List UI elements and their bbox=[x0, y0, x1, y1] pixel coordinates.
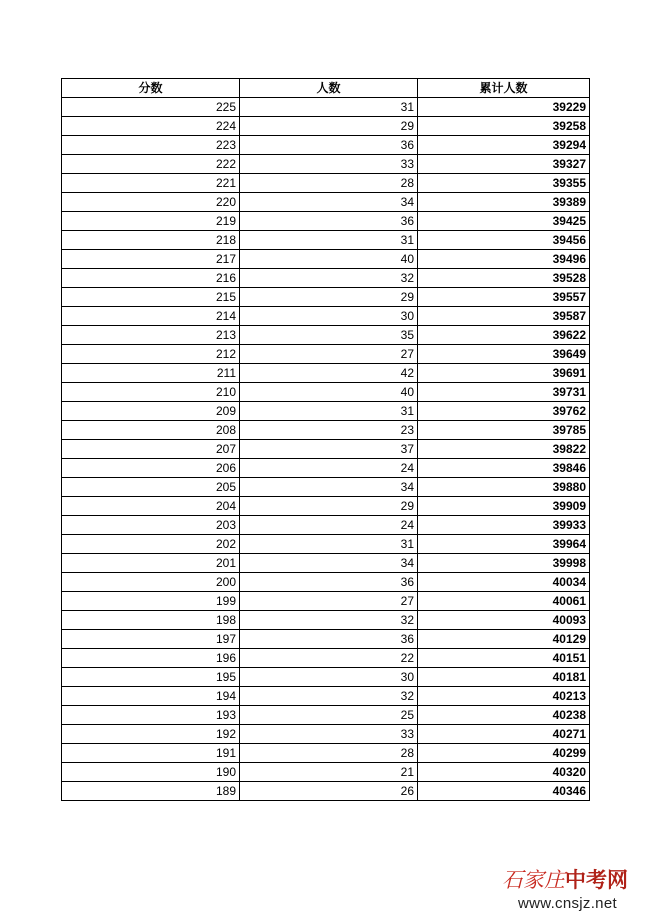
cell-count: 31 bbox=[240, 231, 418, 250]
cell-cumulative: 39822 bbox=[418, 440, 590, 459]
cell-count: 36 bbox=[240, 136, 418, 155]
cell-count: 29 bbox=[240, 117, 418, 136]
cell-count: 33 bbox=[240, 155, 418, 174]
cell-cumulative: 39587 bbox=[418, 307, 590, 326]
cell-count: 40 bbox=[240, 250, 418, 269]
cell-score: 211 bbox=[62, 364, 240, 383]
table-row bbox=[62, 326, 590, 345]
cell-cumulative: 39456 bbox=[418, 231, 590, 250]
cell-cumulative: 40034 bbox=[418, 573, 590, 592]
cell-score: 208 bbox=[62, 421, 240, 440]
cell-count: 27 bbox=[240, 592, 418, 611]
cell-count: 36 bbox=[240, 573, 418, 592]
table-row bbox=[62, 630, 590, 649]
table-row bbox=[62, 307, 590, 326]
cell-cumulative: 40181 bbox=[418, 668, 590, 687]
cell-count: 23 bbox=[240, 421, 418, 440]
cell-score: 199 bbox=[62, 592, 240, 611]
table-row bbox=[62, 478, 590, 497]
table-row bbox=[62, 231, 590, 250]
cell-count: 21 bbox=[240, 763, 418, 782]
cell-score: 202 bbox=[62, 535, 240, 554]
cell-score: 215 bbox=[62, 288, 240, 307]
cell-score: 189 bbox=[62, 782, 240, 801]
cell-count: 30 bbox=[240, 668, 418, 687]
table-row bbox=[62, 535, 590, 554]
cell-cumulative: 40213 bbox=[418, 687, 590, 706]
cell-count: 33 bbox=[240, 725, 418, 744]
cell-score: 218 bbox=[62, 231, 240, 250]
table-row bbox=[62, 402, 590, 421]
header-score: 分数 bbox=[62, 79, 240, 98]
cell-count: 22 bbox=[240, 649, 418, 668]
cell-cumulative: 39557 bbox=[418, 288, 590, 307]
header-row bbox=[62, 79, 590, 98]
header-count: 人数 bbox=[240, 79, 418, 98]
cell-score: 193 bbox=[62, 706, 240, 725]
cell-count: 28 bbox=[240, 174, 418, 193]
cell-score: 198 bbox=[62, 611, 240, 630]
score-table bbox=[61, 78, 590, 801]
cell-cumulative: 40299 bbox=[418, 744, 590, 763]
table-row bbox=[62, 117, 590, 136]
cell-count: 40 bbox=[240, 383, 418, 402]
cell-count: 27 bbox=[240, 345, 418, 364]
table-row bbox=[62, 706, 590, 725]
cell-score: 201 bbox=[62, 554, 240, 573]
table-row bbox=[62, 383, 590, 402]
cell-cumulative: 39785 bbox=[418, 421, 590, 440]
cell-cumulative: 39355 bbox=[418, 174, 590, 193]
cell-cumulative: 39762 bbox=[418, 402, 590, 421]
table-row bbox=[62, 668, 590, 687]
cell-score: 190 bbox=[62, 763, 240, 782]
cell-count: 29 bbox=[240, 288, 418, 307]
cell-cumulative: 39425 bbox=[418, 212, 590, 231]
table-row bbox=[62, 364, 590, 383]
cell-cumulative: 39691 bbox=[418, 364, 590, 383]
cell-score: 222 bbox=[62, 155, 240, 174]
cell-score: 203 bbox=[62, 516, 240, 535]
cell-score: 197 bbox=[62, 630, 240, 649]
cell-score: 224 bbox=[62, 117, 240, 136]
cell-score: 200 bbox=[62, 573, 240, 592]
cell-cumulative: 40320 bbox=[418, 763, 590, 782]
cell-score: 191 bbox=[62, 744, 240, 763]
table-row bbox=[62, 269, 590, 288]
cell-cumulative: 39389 bbox=[418, 193, 590, 212]
table-row bbox=[62, 554, 590, 573]
cell-score: 217 bbox=[62, 250, 240, 269]
cell-cumulative: 40093 bbox=[418, 611, 590, 630]
cell-cumulative: 39229 bbox=[418, 98, 590, 117]
table-row bbox=[62, 497, 590, 516]
cell-cumulative: 39933 bbox=[418, 516, 590, 535]
cell-count: 34 bbox=[240, 193, 418, 212]
cell-count: 31 bbox=[240, 535, 418, 554]
cell-cumulative: 40129 bbox=[418, 630, 590, 649]
cell-cumulative: 40346 bbox=[418, 782, 590, 801]
cell-count: 32 bbox=[240, 611, 418, 630]
cell-count: 29 bbox=[240, 497, 418, 516]
table-row bbox=[62, 212, 590, 231]
table-row bbox=[62, 136, 590, 155]
cell-cumulative: 39622 bbox=[418, 326, 590, 345]
table-row bbox=[62, 345, 590, 364]
cell-cumulative: 40151 bbox=[418, 649, 590, 668]
cell-cumulative: 39327 bbox=[418, 155, 590, 174]
cell-cumulative: 39731 bbox=[418, 383, 590, 402]
cell-cumulative: 39909 bbox=[418, 497, 590, 516]
table-row bbox=[62, 98, 590, 117]
header-cumulative: 累计人数 bbox=[418, 79, 590, 98]
cell-score: 212 bbox=[62, 345, 240, 364]
table-row bbox=[62, 155, 590, 174]
cell-score: 195 bbox=[62, 668, 240, 687]
cell-score: 219 bbox=[62, 212, 240, 231]
table-row bbox=[62, 725, 590, 744]
table-row bbox=[62, 687, 590, 706]
cell-cumulative: 39258 bbox=[418, 117, 590, 136]
table-row bbox=[62, 516, 590, 535]
table-body bbox=[62, 98, 590, 801]
cell-score: 223 bbox=[62, 136, 240, 155]
table-row bbox=[62, 459, 590, 478]
cell-score: 213 bbox=[62, 326, 240, 345]
cell-count: 26 bbox=[240, 782, 418, 801]
table-row bbox=[62, 763, 590, 782]
cell-count: 28 bbox=[240, 744, 418, 763]
cell-score: 225 bbox=[62, 98, 240, 117]
cell-cumulative: 39649 bbox=[418, 345, 590, 364]
cell-count: 24 bbox=[240, 459, 418, 478]
cell-count: 34 bbox=[240, 478, 418, 497]
cell-score: 204 bbox=[62, 497, 240, 516]
cell-count: 32 bbox=[240, 687, 418, 706]
cell-count: 30 bbox=[240, 307, 418, 326]
cell-count: 36 bbox=[240, 630, 418, 649]
watermark-url: www.cnsjz.net bbox=[518, 895, 617, 912]
cell-cumulative: 40061 bbox=[418, 592, 590, 611]
cell-score: 196 bbox=[62, 649, 240, 668]
watermark-brand-cursive: 石家庄 bbox=[502, 868, 565, 892]
cell-cumulative: 40238 bbox=[418, 706, 590, 725]
cell-cumulative: 40271 bbox=[418, 725, 590, 744]
table-row bbox=[62, 744, 590, 763]
cell-cumulative: 39846 bbox=[418, 459, 590, 478]
cell-count: 36 bbox=[240, 212, 418, 231]
cell-score: 206 bbox=[62, 459, 240, 478]
cell-score: 192 bbox=[62, 725, 240, 744]
watermark-logo bbox=[502, 868, 628, 893]
cell-score: 214 bbox=[62, 307, 240, 326]
table-row bbox=[62, 611, 590, 630]
table-row bbox=[62, 174, 590, 193]
cell-count: 34 bbox=[240, 554, 418, 573]
cell-cumulative: 39964 bbox=[418, 535, 590, 554]
cell-score: 194 bbox=[62, 687, 240, 706]
cell-score: 207 bbox=[62, 440, 240, 459]
table-row bbox=[62, 250, 590, 269]
table-row bbox=[62, 573, 590, 592]
cell-count: 42 bbox=[240, 364, 418, 383]
watermark-brand-main: 中考网 bbox=[565, 869, 628, 892]
table-row bbox=[62, 193, 590, 212]
table-row bbox=[62, 440, 590, 459]
cell-cumulative: 39528 bbox=[418, 269, 590, 288]
cell-score: 221 bbox=[62, 174, 240, 193]
cell-count: 37 bbox=[240, 440, 418, 459]
cell-count: 24 bbox=[240, 516, 418, 535]
site-watermark bbox=[502, 868, 642, 916]
table-row bbox=[62, 782, 590, 801]
cell-score: 210 bbox=[62, 383, 240, 402]
cell-count: 25 bbox=[240, 706, 418, 725]
cell-cumulative: 39998 bbox=[418, 554, 590, 573]
cell-cumulative: 39496 bbox=[418, 250, 590, 269]
table-row bbox=[62, 592, 590, 611]
cell-score: 216 bbox=[62, 269, 240, 288]
table-row bbox=[62, 649, 590, 668]
cell-count: 32 bbox=[240, 269, 418, 288]
cell-cumulative: 39294 bbox=[418, 136, 590, 155]
cell-score: 220 bbox=[62, 193, 240, 212]
cell-score: 205 bbox=[62, 478, 240, 497]
cell-cumulative: 39880 bbox=[418, 478, 590, 497]
cell-count: 31 bbox=[240, 402, 418, 421]
cell-count: 35 bbox=[240, 326, 418, 345]
cell-count: 31 bbox=[240, 98, 418, 117]
table-row bbox=[62, 421, 590, 440]
table-header bbox=[62, 79, 590, 98]
table-row bbox=[62, 288, 590, 307]
cell-score: 209 bbox=[62, 402, 240, 421]
